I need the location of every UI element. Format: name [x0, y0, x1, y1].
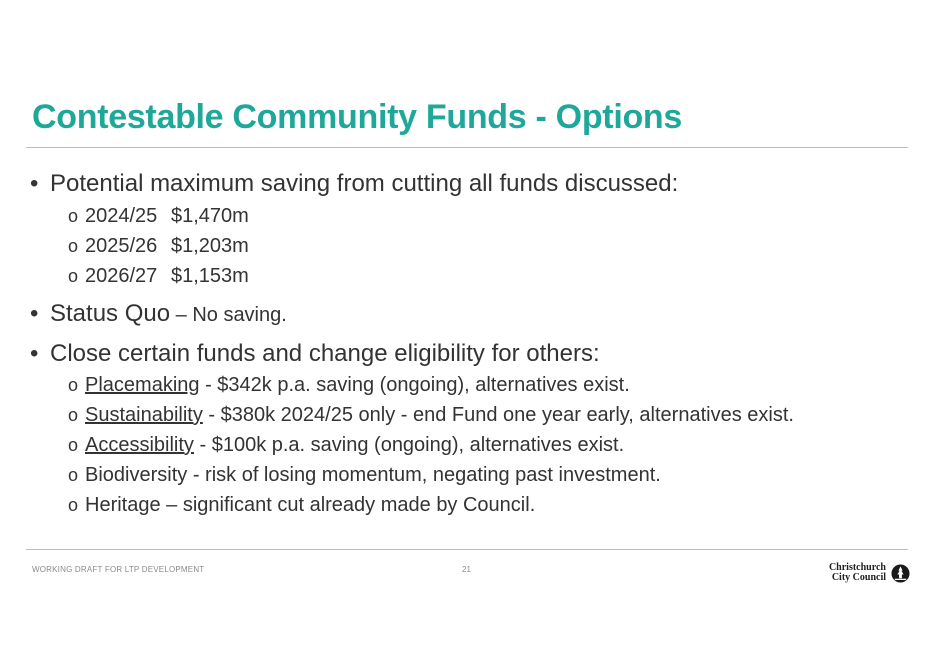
fund-name: Biodiversity	[85, 464, 188, 486]
saving-amount: $1,203m	[171, 235, 249, 257]
council-emblem-icon	[891, 564, 910, 583]
footer-divider	[26, 549, 908, 550]
fund-detail: - risk of losing momentum, negating past investment.	[187, 464, 661, 486]
council-logo	[828, 562, 910, 585]
fund-detail: - $380k 2024/25 only - end Fund one year early, alternatives exist.	[202, 404, 794, 426]
fund-detail: - $342k p.a. saving (ongoing), alternatives exist.	[199, 374, 630, 396]
circle-bullet-icon: o	[68, 495, 79, 515]
bullet-status-quo	[30, 300, 287, 328]
circle-bullet-icon: o	[68, 206, 79, 226]
fund-detail: - $100k p.a. saving (ongoing), alternatives exist.	[193, 434, 625, 456]
fund-row-biodiversity	[68, 464, 661, 487]
bullet-text: Potential maximum saving from cutting all funds discussed:	[50, 170, 679, 197]
title-divider	[26, 147, 908, 148]
footer-draft-label: WORKING DRAFT FOR LTP DEVELOPMENT	[32, 565, 205, 574]
bullet-potential-saving	[30, 170, 678, 198]
circle-bullet-icon: o	[68, 405, 79, 425]
bullet-close-funds	[30, 340, 600, 368]
circle-bullet-icon: o	[68, 465, 79, 485]
fund-link-placemaking[interactable]: Placemaking	[85, 374, 200, 396]
page-number: 21	[462, 565, 471, 574]
fund-row-heritage	[68, 494, 535, 517]
fund-detail: – significant cut already made by Council.	[160, 494, 536, 516]
bullet-text: Status Quo	[50, 300, 171, 327]
saving-year: 2026/27	[85, 265, 158, 287]
saving-amount: $1,153m	[171, 265, 249, 287]
fund-link-sustainability[interactable]: Sustainability	[85, 404, 203, 426]
circle-bullet-icon: o	[68, 435, 79, 455]
saving-row-1	[68, 205, 249, 228]
fund-row-placemaking	[68, 374, 630, 397]
saving-row-3	[68, 265, 249, 288]
fund-row-sustainability	[68, 404, 794, 427]
saving-amount: $1,470m	[171, 205, 249, 227]
saving-year: 2024/25	[85, 205, 158, 227]
circle-bullet-icon: o	[68, 236, 79, 256]
fund-row-accessibility	[68, 434, 624, 457]
bullet-suffix: – No saving.	[170, 304, 287, 326]
bullet-dot-icon: •	[30, 170, 39, 197]
bullet-dot-icon: •	[30, 340, 39, 367]
circle-bullet-icon: o	[68, 375, 79, 395]
circle-bullet-icon: o	[68, 266, 79, 286]
bullet-text: Close certain funds and change eligibility for others:	[50, 340, 600, 367]
logo-line-1: Christchurch	[828, 562, 886, 573]
logo-text	[829, 563, 886, 583]
logo-line-2: City Council	[831, 572, 886, 583]
saving-year: 2025/26	[85, 235, 158, 257]
bullet-dot-icon: •	[30, 300, 39, 327]
fund-name: Heritage	[85, 494, 161, 516]
slide-title: Contestable Community Funds - Options	[32, 98, 683, 136]
saving-row-2	[68, 235, 249, 258]
fund-link-accessibility[interactable]: Accessibility	[85, 434, 194, 456]
